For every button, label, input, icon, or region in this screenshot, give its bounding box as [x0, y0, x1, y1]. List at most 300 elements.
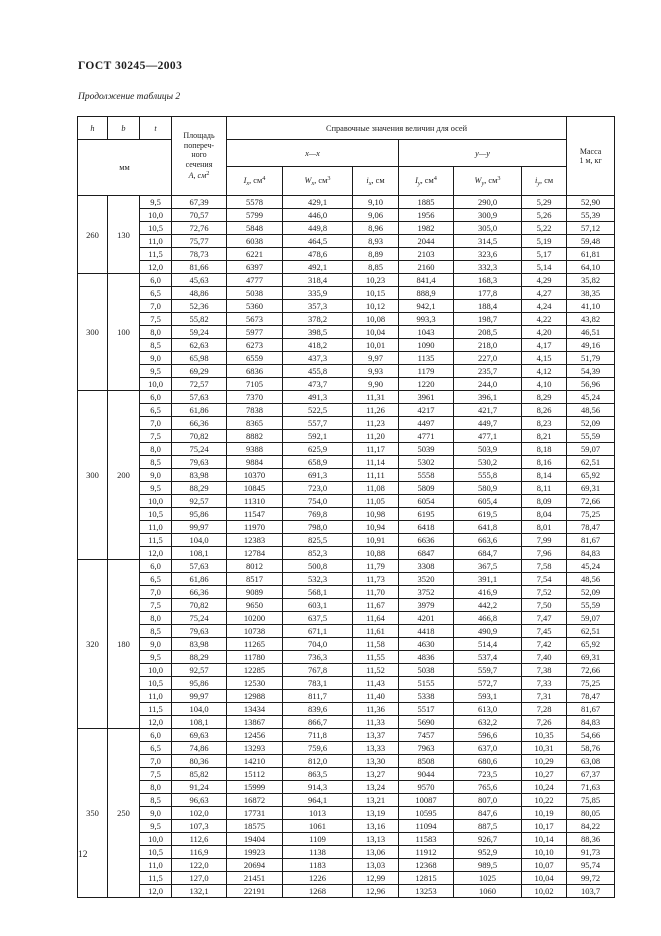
cell-Iy: 1956	[399, 209, 454, 222]
cell-ix: 11,20	[353, 430, 399, 443]
cell-area: 95,86	[172, 677, 227, 690]
cell-Ix: 11310	[227, 495, 283, 508]
cell-mass: 103,7	[567, 885, 615, 898]
cell-Wy: 218,0	[454, 339, 522, 352]
unit: , см	[371, 176, 385, 185]
symbol: i	[366, 176, 369, 185]
cell-Iy: 4217	[399, 404, 454, 417]
cell-t: 12,0	[140, 716, 172, 729]
cell-ix: 11,55	[353, 651, 399, 664]
table-row	[78, 287, 615, 300]
cell-iy: 5,17	[522, 248, 567, 261]
cell-t: 6,0	[140, 729, 172, 742]
cell-area: 99,97	[172, 521, 227, 534]
cell-area: 69,63	[172, 729, 227, 742]
cell-Wx: 522,5	[283, 404, 353, 417]
cell-Wy: 466,8	[454, 612, 522, 625]
col-header-Wy	[454, 167, 522, 196]
cell-Wx: 783,1	[283, 677, 353, 690]
table-row	[78, 651, 615, 664]
cell-Iy: 2160	[399, 261, 454, 274]
cell-ix: 13,24	[353, 781, 399, 794]
cell-Ix: 20694	[227, 859, 283, 872]
cell-iy: 8,21	[522, 430, 567, 443]
cell-Ix: 4777	[227, 274, 283, 287]
cell-t: 10,0	[140, 495, 172, 508]
table-row	[78, 417, 615, 430]
cell-Iy: 5039	[399, 443, 454, 456]
cell-Ix: 15999	[227, 781, 283, 794]
cell-area: 108,1	[172, 547, 227, 560]
cell-Iy: 6636	[399, 534, 454, 547]
cell-Wy: 396,1	[454, 391, 522, 404]
symbol: I	[415, 176, 418, 185]
cell-area: 83,98	[172, 469, 227, 482]
cell-Iy: 5302	[399, 456, 454, 469]
cell-Wx: 759,6	[283, 742, 353, 755]
cell-Iy: 1982	[399, 222, 454, 235]
cell-area: 75,24	[172, 443, 227, 456]
cell-mass: 78,47	[567, 690, 615, 703]
cell-mass: 54,39	[567, 365, 615, 378]
cell-b: 250	[108, 729, 140, 898]
cell-Iy: 841,4	[399, 274, 454, 287]
col-header-Wx	[283, 167, 353, 196]
cell-area: 67,39	[172, 196, 227, 209]
cell-Ix: 13434	[227, 703, 283, 716]
cell-area: 45,63	[172, 274, 227, 287]
cell-ix: 13,30	[353, 755, 399, 768]
col-header-axis-y: y—y	[399, 140, 567, 167]
cell-ix: 9,90	[353, 378, 399, 391]
cell-Ix: 9089	[227, 586, 283, 599]
cell-Iy: 1090	[399, 339, 454, 352]
cell-area: 104,0	[172, 534, 227, 547]
cell-Iy: 13253	[399, 885, 454, 898]
cell-area: 81,66	[172, 261, 227, 274]
area-symbol: А, см	[188, 171, 207, 181]
cell-t: 6,5	[140, 573, 172, 586]
cell-Wy: 632,2	[454, 716, 522, 729]
cell-t: 8,5	[140, 456, 172, 469]
cell-t: 9,5	[140, 196, 172, 209]
cell-Iy: 5155	[399, 677, 454, 690]
cell-mass: 67,37	[567, 768, 615, 781]
cell-Ix: 6038	[227, 235, 283, 248]
table-row	[78, 820, 615, 833]
cell-Iy: 4771	[399, 430, 454, 443]
cell-mass: 75,25	[567, 677, 615, 690]
cell-iy: 7,47	[522, 612, 567, 625]
cell-ix: 11,58	[353, 638, 399, 651]
cell-Wx: 964,1	[283, 794, 353, 807]
cell-t: 10,0	[140, 378, 172, 391]
table-row	[78, 222, 615, 235]
cell-h: 320	[78, 560, 108, 729]
cell-Wy: 765,6	[454, 781, 522, 794]
cell-iy: 5,29	[522, 196, 567, 209]
cell-ix: 9,10	[353, 196, 399, 209]
cell-Ix: 11780	[227, 651, 283, 664]
cell-mass: 62,51	[567, 456, 615, 469]
cell-Wx: 754,0	[283, 495, 353, 508]
cell-Wy: 580,9	[454, 482, 522, 495]
area-line: сечения	[185, 159, 213, 169]
cell-area: 108,1	[172, 716, 227, 729]
cell-mass: 65,92	[567, 469, 615, 482]
cell-Wy: 514,4	[454, 638, 522, 651]
cell-Iy: 9044	[399, 768, 454, 781]
cell-t: 6,5	[140, 404, 172, 417]
cell-Iy: 1220	[399, 378, 454, 391]
cell-t: 9,0	[140, 352, 172, 365]
cell-Wx: 492,1	[283, 261, 353, 274]
subscript: x	[246, 180, 250, 187]
cell-area: 75,24	[172, 612, 227, 625]
table-row	[78, 209, 615, 222]
page-number: 12	[78, 850, 88, 860]
cell-area: 91,24	[172, 781, 227, 794]
cell-t: 8,5	[140, 794, 172, 807]
table-row	[78, 547, 615, 560]
cell-area: 79,63	[172, 456, 227, 469]
cell-mass: 59,48	[567, 235, 615, 248]
cell-Ix: 8365	[227, 417, 283, 430]
cell-Wx: 625,9	[283, 443, 353, 456]
table-row	[78, 677, 615, 690]
cell-ix: 11,11	[353, 469, 399, 482]
cell-Wy: 680,6	[454, 755, 522, 768]
cell-Iy: 3961	[399, 391, 454, 404]
cell-mass: 43,82	[567, 313, 615, 326]
cell-mass: 84,83	[567, 547, 615, 560]
cell-mass: 48,56	[567, 573, 615, 586]
cell-Ix: 22191	[227, 885, 283, 898]
cell-Wx: 711,8	[283, 729, 353, 742]
cell-Iy: 4497	[399, 417, 454, 430]
cell-Ix: 5673	[227, 313, 283, 326]
cell-Wx: 914,3	[283, 781, 353, 794]
cell-t: 7,5	[140, 599, 172, 612]
cell-t: 10,0	[140, 664, 172, 677]
cell-Ix: 11265	[227, 638, 283, 651]
cell-mass: 62,51	[567, 625, 615, 638]
cell-area: 57,63	[172, 391, 227, 404]
cell-Wx: 839,6	[283, 703, 353, 716]
cell-iy: 7,54	[522, 573, 567, 586]
cell-Iy: 10595	[399, 807, 454, 820]
subscript: y	[537, 180, 541, 187]
cell-ix: 11,73	[353, 573, 399, 586]
cell-Iy: 4201	[399, 612, 454, 625]
size-block	[78, 391, 615, 560]
cell-t: 8,0	[140, 612, 172, 625]
cell-area: 69,29	[172, 365, 227, 378]
cell-Wy: 559,7	[454, 664, 522, 677]
cell-iy: 5,14	[522, 261, 567, 274]
cell-ix: 13,21	[353, 794, 399, 807]
cell-Wx: 866,7	[283, 716, 353, 729]
cell-Wy: 227,0	[454, 352, 522, 365]
cell-Wx: 491,3	[283, 391, 353, 404]
area-symbol-line	[172, 169, 226, 181]
symbol: i	[534, 176, 538, 185]
cell-Wy: 555,8	[454, 469, 522, 482]
cell-iy: 4,29	[522, 274, 567, 287]
col-header-ix	[353, 167, 399, 196]
cell-Iy: 5338	[399, 690, 454, 703]
col-header-b: b	[108, 117, 140, 140]
table-row	[78, 833, 615, 846]
cell-t: 7,0	[140, 755, 172, 768]
cell-t: 7,0	[140, 417, 172, 430]
col-header-iy	[522, 167, 567, 196]
table-row	[78, 456, 615, 469]
cell-ix: 8,85	[353, 261, 399, 274]
size-block	[78, 274, 615, 391]
cell-mass: 69,31	[567, 482, 615, 495]
cell-Wy: 641,8	[454, 521, 522, 534]
cell-Wy: 989,5	[454, 859, 522, 872]
cell-Iy: 942,1	[399, 300, 454, 313]
cell-Iy: 8508	[399, 755, 454, 768]
cell-ix: 10,15	[353, 287, 399, 300]
cell-Wy: 926,7	[454, 833, 522, 846]
cell-Iy: 888,9	[399, 287, 454, 300]
table-row	[78, 599, 615, 612]
table-row	[78, 430, 615, 443]
cell-area: 132,1	[172, 885, 227, 898]
exponent: 4	[262, 175, 266, 182]
cell-area: 127,0	[172, 872, 227, 885]
cell-Wx: 658,9	[283, 456, 353, 469]
table-row	[78, 482, 615, 495]
cell-mass: 69,31	[567, 651, 615, 664]
table-row	[78, 235, 615, 248]
cell-area: 92,57	[172, 495, 227, 508]
cell-Wy: 235,7	[454, 365, 522, 378]
table-row	[78, 339, 615, 352]
cell-Wy: 332,3	[454, 261, 522, 274]
table-row	[78, 508, 615, 521]
cell-iy: 8,18	[522, 443, 567, 456]
cell-iy: 7,28	[522, 703, 567, 716]
table-row	[78, 365, 615, 378]
cell-area: 80,36	[172, 755, 227, 768]
cell-t: 8,5	[140, 625, 172, 638]
cell-iy: 8,01	[522, 521, 567, 534]
cell-Ix: 15112	[227, 768, 283, 781]
cell-Ix: 6221	[227, 248, 283, 261]
cell-Wy: 421,7	[454, 404, 522, 417]
area-line: ного	[191, 150, 207, 160]
cell-Iy: 6195	[399, 508, 454, 521]
cell-Ix: 12530	[227, 677, 283, 690]
cell-Iy: 9570	[399, 781, 454, 794]
cell-mass: 52,09	[567, 417, 615, 430]
cell-ix: 13,19	[353, 807, 399, 820]
cell-ix: 11,05	[353, 495, 399, 508]
col-header-area	[172, 117, 227, 196]
cell-mass: 64,10	[567, 261, 615, 274]
cell-b: 200	[108, 391, 140, 560]
cell-Wx: 335,9	[283, 287, 353, 300]
cell-t: 11,0	[140, 859, 172, 872]
cell-t: 7,5	[140, 313, 172, 326]
table-row	[78, 664, 615, 677]
cell-area: 59,24	[172, 326, 227, 339]
cell-Iy: 12368	[399, 859, 454, 872]
cell-iy: 7,99	[522, 534, 567, 547]
cell-ix: 13,27	[353, 768, 399, 781]
cell-t: 9,0	[140, 807, 172, 820]
table-row	[78, 313, 615, 326]
table-row	[78, 794, 615, 807]
cell-area: 79,63	[172, 625, 227, 638]
cell-ix: 13,13	[353, 833, 399, 846]
cell-ix: 11,36	[353, 703, 399, 716]
cell-Ix: 10370	[227, 469, 283, 482]
cell-area: 62,63	[172, 339, 227, 352]
symbol: W	[304, 176, 312, 185]
cell-iy: 4,27	[522, 287, 567, 300]
cell-Iy: 11094	[399, 820, 454, 833]
cell-Wy: 1060	[454, 885, 522, 898]
cell-ix: 11,61	[353, 625, 399, 638]
cell-Wx: 736,3	[283, 651, 353, 664]
cell-t: 11,5	[140, 872, 172, 885]
cell-Wy: 663,6	[454, 534, 522, 547]
cell-t: 11,5	[140, 248, 172, 261]
cell-t: 12,0	[140, 547, 172, 560]
cell-ix: 10,12	[353, 300, 399, 313]
cell-ix: 11,33	[353, 716, 399, 729]
cell-ix: 9,93	[353, 365, 399, 378]
cell-Ix: 11547	[227, 508, 283, 521]
cell-t: 7,5	[140, 430, 172, 443]
table-row	[78, 274, 615, 287]
cell-t: 11,0	[140, 690, 172, 703]
cell-Wy: 605,4	[454, 495, 522, 508]
table-header	[78, 117, 615, 196]
table-row	[78, 521, 615, 534]
cell-b: 180	[108, 560, 140, 729]
cell-mass: 59,07	[567, 443, 615, 456]
cell-iy: 4,24	[522, 300, 567, 313]
cell-area: 61,86	[172, 404, 227, 417]
symbol: I	[243, 176, 247, 185]
col-header-axis-x: x—x	[227, 140, 399, 167]
cell-area: 112,6	[172, 833, 227, 846]
cell-t: 9,0	[140, 469, 172, 482]
table-row	[78, 443, 615, 456]
symbol: W	[474, 176, 482, 185]
unit: , см	[314, 176, 328, 185]
table-row	[78, 729, 615, 742]
table-row	[78, 768, 615, 781]
cell-area: 65,98	[172, 352, 227, 365]
cell-mass: 52,09	[567, 586, 615, 599]
cell-ix: 13,06	[353, 846, 399, 859]
table-row	[78, 196, 615, 209]
cell-Wx: 357,3	[283, 300, 353, 313]
cell-mass: 59,07	[567, 612, 615, 625]
cell-mass: 45,24	[567, 560, 615, 573]
cell-Wx: 429,1	[283, 196, 353, 209]
cell-ix: 11,14	[353, 456, 399, 469]
cell-ix: 13,33	[353, 742, 399, 755]
table-row	[78, 560, 615, 573]
cell-ix: 11,43	[353, 677, 399, 690]
cell-Ix: 13867	[227, 716, 283, 729]
cell-Ix: 9884	[227, 456, 283, 469]
cell-ix: 9,97	[353, 352, 399, 365]
cell-Ix: 11970	[227, 521, 283, 534]
area-line: Площадь	[183, 131, 215, 141]
cell-ix: 13,03	[353, 859, 399, 872]
cell-Iy: 2044	[399, 235, 454, 248]
cell-t: 8,5	[140, 339, 172, 352]
subscript: y	[417, 180, 421, 187]
cell-Ix: 6836	[227, 365, 283, 378]
cell-Wx: 603,1	[283, 599, 353, 612]
table-row	[78, 261, 615, 274]
cell-mass: 63,08	[567, 755, 615, 768]
cell-Wx: 398,5	[283, 326, 353, 339]
cell-Ix: 7370	[227, 391, 283, 404]
cell-Wy: 952,9	[454, 846, 522, 859]
cell-Ix: 10200	[227, 612, 283, 625]
area-exponent: 2	[206, 170, 210, 178]
table-row	[78, 326, 615, 339]
col-header-h: h	[78, 117, 108, 140]
cell-ix: 11,31	[353, 391, 399, 404]
section-properties-table	[77, 116, 615, 898]
cell-t: 6,0	[140, 274, 172, 287]
table-row	[78, 755, 615, 768]
table-row	[78, 352, 615, 365]
cell-iy: 7,96	[522, 547, 567, 560]
cell-Wy: 244,0	[454, 378, 522, 391]
cell-Iy: 5038	[399, 664, 454, 677]
cell-Wy: 177,8	[454, 287, 522, 300]
cell-Wy: 1025	[454, 872, 522, 885]
cell-iy: 10,10	[522, 846, 567, 859]
cell-Wy: 477,1	[454, 430, 522, 443]
cell-Iy: 7963	[399, 742, 454, 755]
cell-Wx: 767,8	[283, 664, 353, 677]
table-row	[78, 638, 615, 651]
cell-Ix: 5360	[227, 300, 283, 313]
cell-Iy: 7457	[399, 729, 454, 742]
cell-iy: 4,17	[522, 339, 567, 352]
cell-Wx: 318,4	[283, 274, 353, 287]
cell-iy: 4,20	[522, 326, 567, 339]
cell-ix: 11,79	[353, 560, 399, 573]
cell-Wy: 391,1	[454, 573, 522, 586]
cell-mass: 75,85	[567, 794, 615, 807]
cell-iy: 8,11	[522, 482, 567, 495]
cell-Wx: 449,8	[283, 222, 353, 235]
cell-Wx: 464,5	[283, 235, 353, 248]
cell-iy: 10,07	[522, 859, 567, 872]
cell-iy: 10,14	[522, 833, 567, 846]
cell-Ix: 9388	[227, 443, 283, 456]
cell-ix: 10,91	[353, 534, 399, 547]
cell-mass: 71,63	[567, 781, 615, 794]
cell-mass: 75,25	[567, 508, 615, 521]
cell-t: 8,0	[140, 326, 172, 339]
